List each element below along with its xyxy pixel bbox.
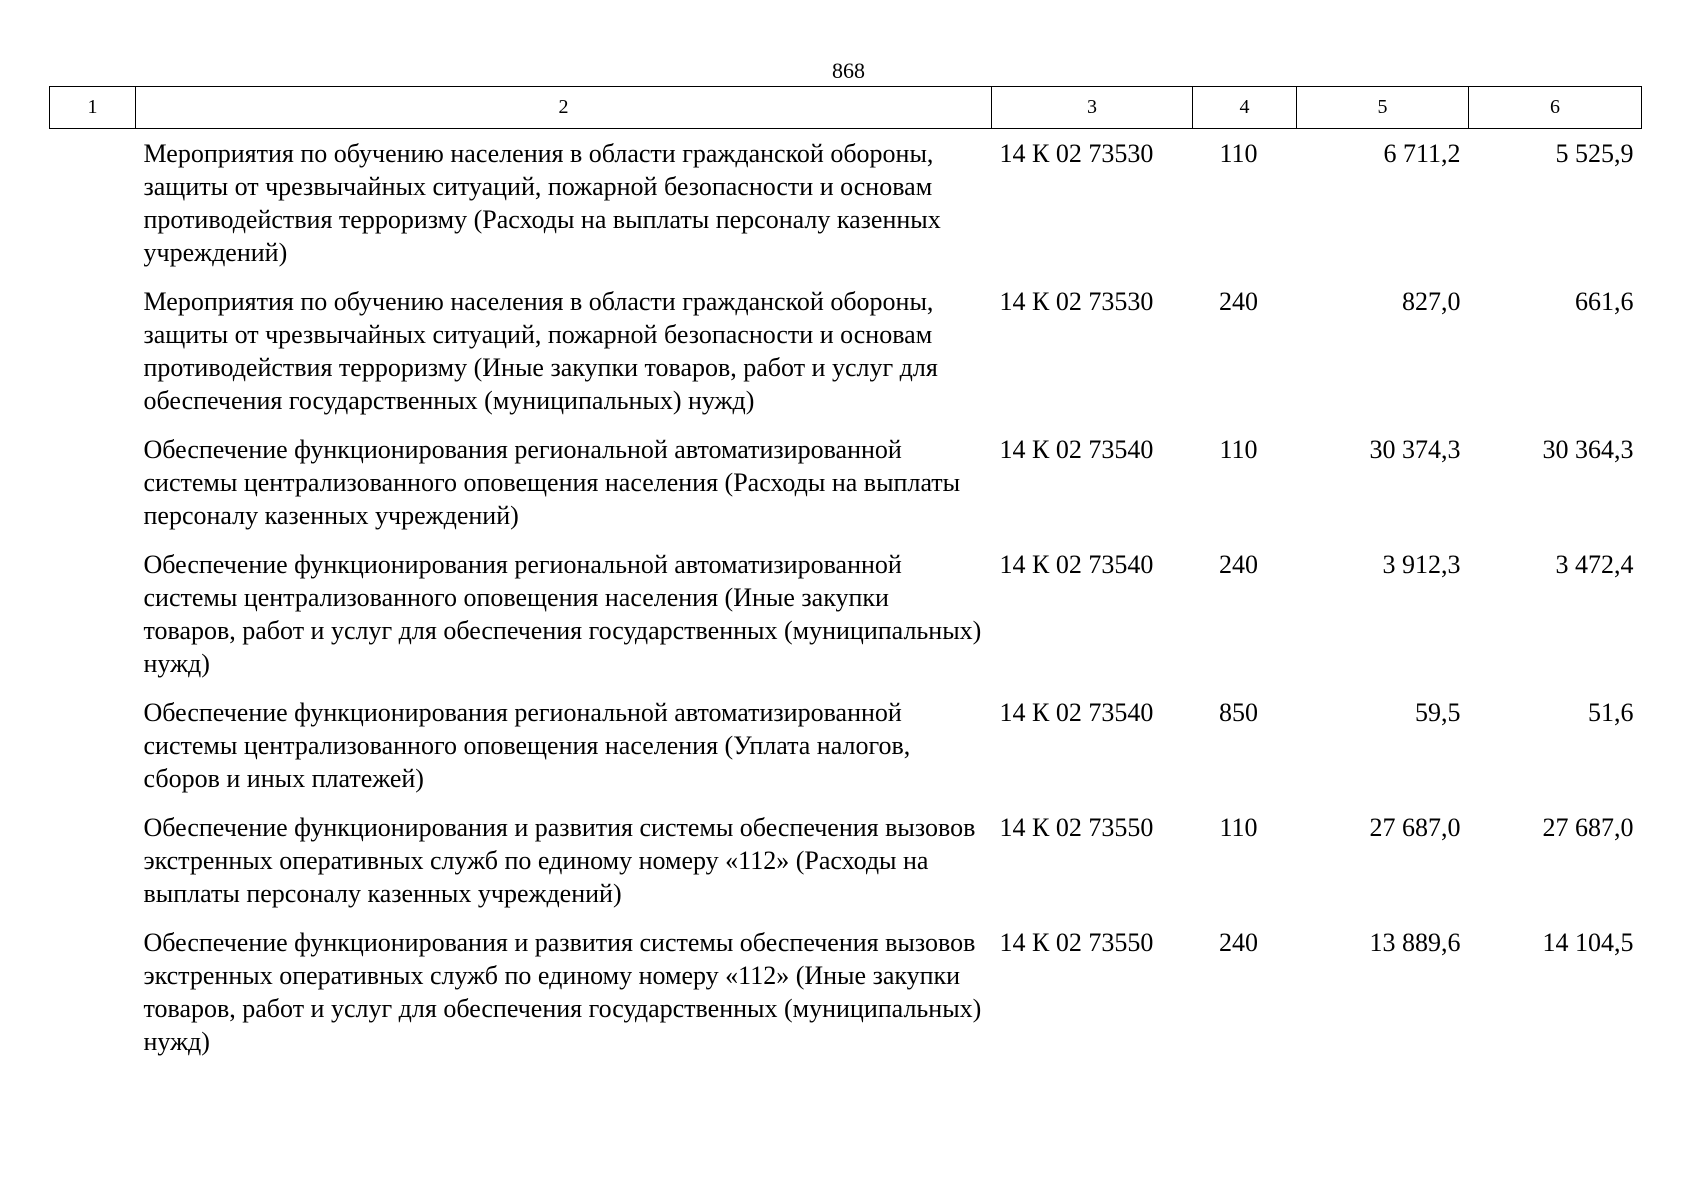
row-number-cell bbox=[50, 696, 136, 811]
target-code: 14 К 02 73540 bbox=[999, 550, 1154, 579]
row-number-cell bbox=[50, 285, 136, 433]
amount-col5: 6 711,2 bbox=[1383, 139, 1461, 168]
row-number-cell bbox=[50, 129, 136, 286]
row-number-cell bbox=[50, 433, 136, 548]
header-row bbox=[50, 87, 1642, 129]
amount-col5: 827,0 bbox=[1402, 287, 1461, 316]
budget-table bbox=[49, 86, 1642, 1074]
table-row bbox=[50, 433, 1642, 548]
amount-col5: 13 889,6 bbox=[1369, 928, 1461, 957]
amount-col5: 59,5 bbox=[1415, 698, 1461, 727]
amount-col6: 5 525,9 bbox=[1555, 139, 1634, 168]
target-code: 14 К 02 73540 bbox=[999, 698, 1154, 727]
amount-col6: 27 687,0 bbox=[1542, 813, 1634, 842]
amount-col6: 30 364,3 bbox=[1542, 435, 1634, 464]
header-col-3: 3 bbox=[992, 87, 1193, 129]
target-code: 14 К 02 73530 bbox=[999, 287, 1154, 316]
target-code: 14 К 02 73540 bbox=[999, 435, 1154, 464]
expense-name: Обеспечение функционирования и развития системы обеспечения вызовов экстренных оперативных служб по единому номеру «112» (Иные закупки товаров, работ и услуг для обеспечения государственных (муниципальных) нужд) bbox=[143, 928, 982, 1056]
expense-type: 850 bbox=[1219, 698, 1258, 727]
header-col-2: 2 bbox=[136, 87, 992, 129]
amount-col5: 3 912,3 bbox=[1382, 550, 1461, 579]
table-row bbox=[50, 811, 1642, 926]
expense-name: Мероприятия по обучению населения в области гражданской обороны, защиты от чрезвычайных ситуаций, пожарной безопасности и основам противодействия терроризму (Расходы на выплаты персоналу казенных учреждений) bbox=[143, 139, 941, 267]
row-number-cell bbox=[50, 811, 136, 926]
amount-col5: 30 374,3 bbox=[1369, 435, 1461, 464]
expense-type: 240 bbox=[1219, 550, 1258, 579]
header-col-4: 4 bbox=[1193, 87, 1297, 129]
table-row bbox=[50, 696, 1642, 811]
table-row bbox=[50, 129, 1642, 286]
header-col-6: 6 bbox=[1469, 87, 1642, 129]
amount-col6: 3 472,4 bbox=[1555, 550, 1634, 579]
row-number-cell bbox=[50, 548, 136, 696]
expense-type: 240 bbox=[1219, 928, 1258, 957]
expense-type: 110 bbox=[1219, 139, 1258, 168]
expense-name: Мероприятия по обучению населения в области гражданской обороны, защиты от чрезвычайных ситуаций, пожарной безопасности и основам противодействия терроризму (Иные закупки товаров, работ и услуг для обеспечения государственных (муниципальных) нужд) bbox=[143, 287, 938, 415]
header-col-1: 1 bbox=[50, 87, 136, 129]
expense-name: Обеспечение функционирования региональной автоматизированной системы централизованного оповещения населения (Уплата налогов, сборов и иных платежей) bbox=[143, 698, 911, 793]
expense-name: Обеспечение функционирования региональной автоматизированной системы централизованного оповещения населения (Иные закупки товаров, работ и услуг для обеспечения государственных (муниципальных) нужд) bbox=[143, 550, 982, 678]
table-row bbox=[50, 926, 1642, 1074]
header-col-5: 5 bbox=[1297, 87, 1469, 129]
row-number-cell bbox=[50, 926, 136, 1074]
amount-col5: 27 687,0 bbox=[1369, 813, 1461, 842]
table-row bbox=[50, 285, 1642, 433]
target-code: 14 К 02 73550 bbox=[999, 813, 1154, 842]
table-row bbox=[50, 548, 1642, 696]
amount-col6: 661,6 bbox=[1575, 287, 1634, 316]
expense-name: Обеспечение функционирования региональной автоматизированной системы централизованного оповещения населения (Расходы на выплаты персоналу казенных учреждений) bbox=[143, 435, 961, 530]
expense-type: 110 bbox=[1219, 813, 1258, 842]
expense-type: 110 bbox=[1219, 435, 1258, 464]
amount-col6: 14 104,5 bbox=[1542, 928, 1634, 957]
expense-type: 240 bbox=[1219, 287, 1258, 316]
target-code: 14 К 02 73530 bbox=[999, 139, 1154, 168]
page-number: 868 bbox=[832, 58, 865, 83]
amount-col6: 51,6 bbox=[1588, 698, 1634, 727]
target-code: 14 К 02 73550 bbox=[999, 928, 1154, 957]
expense-name: Обеспечение функционирования и развития системы обеспечения вызовов экстренных оперативных служб по единому номеру «112» (Расходы на выплаты персоналу казенных учреждений) bbox=[143, 813, 976, 908]
